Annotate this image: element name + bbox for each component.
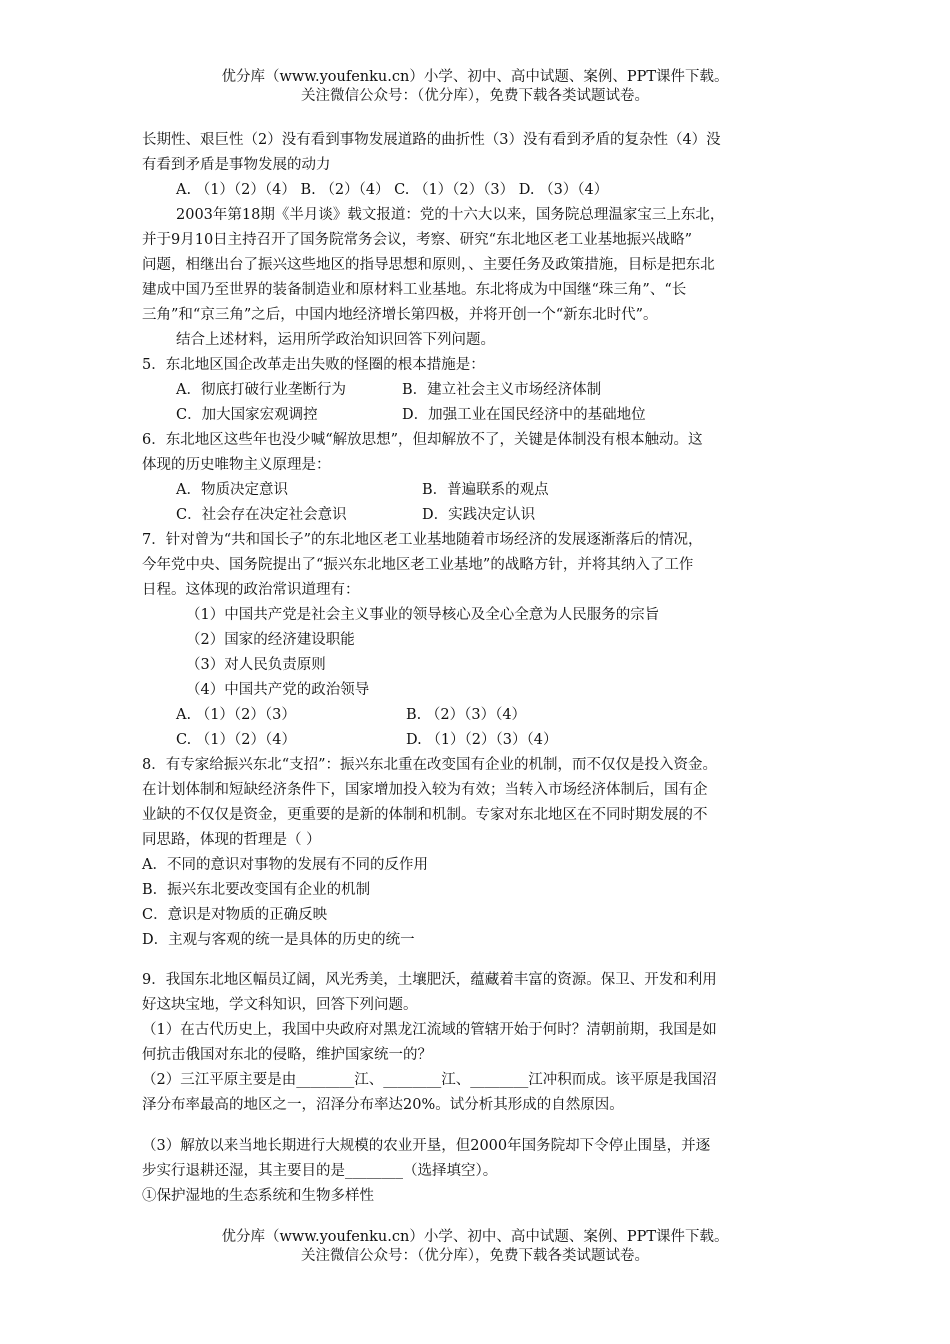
option-a: A．不同的意识对事物的发展有不同的反作用 — [142, 857, 428, 873]
question-9-part-1: 何抗击俄国对东北的侵略，维护国家统一的？ — [142, 1047, 432, 1063]
question-5-stem: 5．东北地区国企改革走出失败的怪圈的根本措施是： — [142, 357, 485, 373]
page-footer — [0, 1228, 950, 1266]
question-9-part-3: （3）解放以来当地长期进行大规模的农业开垦，但2000年国务院却下令停止围垦，并逐 — [142, 1138, 711, 1154]
question-9-option-1: ①保护湿地的生态系统和生物多样性 — [142, 1188, 374, 1204]
question-5-options-row — [142, 378, 814, 403]
question-8-stem: 同思路，体现的哲理是（ ） — [142, 832, 321, 848]
continued-options: A. （1）（2）（4） B. （2）（4） C. （1）（2）（3） D. （3）（4） — [176, 182, 609, 198]
option-a: A. （1）（2）（3） — [176, 707, 296, 723]
material-line: 2003年第18期《半月谈》载文报道：党的十六大以来，国务院总理温家宝三上东北， — [176, 207, 725, 223]
material-line: 建成中国乃至世界的装备制造业和原材料工业基地。东北将成为中国继“珠三角”、“长 — [142, 282, 687, 298]
option-d: D. （1）（2）（3）（4） — [406, 732, 558, 748]
question-6-options-row — [142, 478, 814, 503]
instruction: 结合上述材料，运用所学政治知识回答下列问题。 — [176, 332, 495, 348]
continued-text: 有看到矛盾是事物发展的动力 — [142, 157, 331, 173]
header-line-2: 关注微信公众号：（优分库），免费下载各类试题试卷。 — [301, 88, 649, 104]
question-9-part-1: （1）在古代历史上，我国中央政府对黑龙江流域的管辖开始于何时？清朝前期，我国是如 — [142, 1022, 717, 1038]
option-b: B．振兴东北要改变国有企业的机制 — [142, 882, 371, 898]
question-7-stem: 今年党中央、国务院提出了“振兴东北地区老工业基地”的战略方针，并将其纳入了工作 — [142, 557, 694, 573]
option-c: C．加大国家宏观调控 — [176, 407, 318, 423]
question-8-stem: 业缺的不仅仅是资金，更重要的是新的体制和机制。专家对东北地区在不同时期发展的不 — [142, 807, 708, 823]
question-7-stem: 日程。这体现的政治常识道理有： — [142, 582, 360, 598]
option-a: A．物质决定意识 — [176, 482, 288, 498]
question-6-options-row — [142, 503, 814, 528]
material-line: 三角”和“京三角”之后，中国内地经济增长第四极，并将开创一个“新东北时代”。 — [142, 307, 658, 323]
option-b: B. （2）（3）（4） — [406, 707, 527, 723]
header-line-1: 优分库（www.youfenku.cn）小学、初中、高中试题、案例、PPT课件下载。 — [221, 69, 729, 85]
option-c: C. （1）（2）（4） — [176, 732, 296, 748]
question-8-stem: 8．有专家给振兴东北“支招”：振兴东北重在改变国有企业的机制，而不仅仅是投入资金。 — [142, 757, 718, 773]
option-d: D．主观与客观的统一是具体的历史的统一 — [142, 932, 415, 948]
question-5-options-row — [142, 403, 814, 428]
question-6-stem: 6．东北地区这些年也没少喊“解放思想”，但却解放不了，关键是体制没有根本触动。这 — [142, 432, 703, 448]
question-9-part-2: （2）三江平原主要是由________江、________江、________江冲积而成。该平原是我国沼 — [142, 1072, 717, 1088]
question-7-item: （1）中国共产党是社会主义事业的领导核心及全心全意为人民服务的宗旨 — [186, 607, 660, 623]
material-line: 并于9月10日主持召开了国务院常务会议，考察、研究“东北地区老工业基地振兴战略” — [142, 232, 692, 248]
option-b: B．普遍联系的观点 — [422, 482, 549, 498]
spacer — [142, 953, 814, 968]
question-9-stem: 9．我国东北地区幅员辽阔，风光秀美，土壤肥沃，蕴藏着丰富的资源。保卫、开发和利用 — [142, 972, 717, 988]
question-7-item: （2）国家的经济建设职能 — [186, 632, 355, 648]
question-9-stem: 好这块宝地，学文科知识，回答下列问题。 — [142, 997, 418, 1013]
question-7-options-row — [142, 703, 814, 728]
page-header — [0, 68, 950, 106]
footer-line-1: 优分库（www.youfenku.cn）小学、初中、高中试题、案例、PPT课件下载。 — [221, 1229, 729, 1245]
option-b: B．建立社会主义市场经济体制 — [402, 382, 602, 398]
question-7-stem: 7．针对曾为“共和国长子”的东北地区老工业基地随着市场经济的发展逐渐落后的情况， — [142, 532, 703, 548]
option-c: C．意识是对物质的正确反映 — [142, 907, 328, 923]
continued-text: 长期性、艰巨性（2）没有看到事物发展道路的曲折性（3）没有看到矛盾的复杂性（4）没 — [142, 132, 721, 148]
option-a: A．彻底打破行业垄断行为 — [176, 382, 346, 398]
question-7-options-row — [142, 728, 814, 753]
option-d: D．实践决定认识 — [422, 507, 536, 523]
document-body — [142, 128, 814, 1209]
material-line: 问题，相继出台了振兴这些地区的指导思想和原则，、主要任务及政策措施，目标是把东北 — [142, 257, 715, 273]
question-7-item: （3）对人民负责原则 — [186, 657, 326, 673]
question-6-stem: 体现的历史唯物主义原理是： — [142, 457, 331, 473]
option-d: D．加强工业在国民经济中的基础地位 — [402, 407, 646, 423]
question-8-stem: 在计划体制和短缺经济条件下，国家增加投入较为有效；当转入市场经济体制后，国有企 — [142, 782, 708, 798]
question-9-part-3: 步实行退耕还湿，其主要目的是________（选择填空）。 — [142, 1163, 498, 1179]
footer-line-2: 关注微信公众号：（优分库），免费下载各类试题试卷。 — [301, 1248, 649, 1264]
spacer — [142, 1118, 814, 1134]
question-7-item: （4）中国共产党的政治领导 — [186, 682, 370, 698]
question-9-part-2: 泽分布率最高的地区之一，沼泽分布率达20%。试分析其形成的自然原因。 — [142, 1097, 624, 1113]
option-c: C．社会存在决定社会意识 — [176, 507, 347, 523]
